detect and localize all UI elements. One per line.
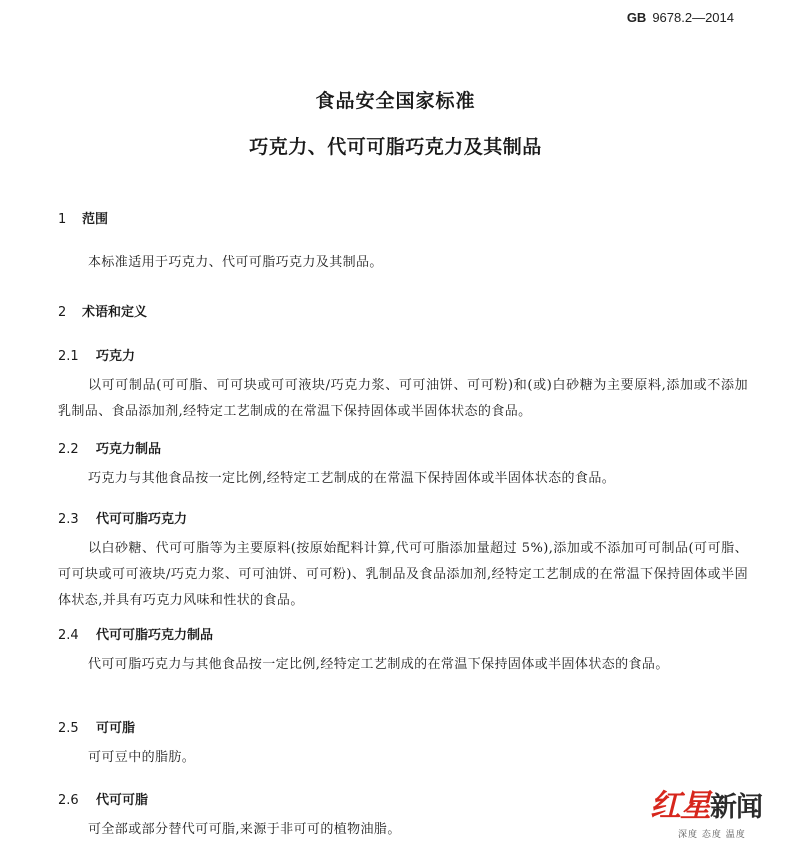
section-heading-2-1: 2.1 巧克力 xyxy=(58,349,136,364)
section-heading-2-3: 2.3 代可可脂巧克力 xyxy=(58,512,188,527)
watermark-brand-red: 红星 xyxy=(650,788,710,824)
section-heading-2-6: 2.6 代可可脂 xyxy=(58,793,149,808)
document-title: 食品安全国家标准 xyxy=(315,90,476,112)
section-2-2-text: 巧克力与其他食品按一定比例,经特定工艺制成的在常温下保持固体或半固体状态的食品。 xyxy=(88,471,616,486)
watermark-tagline: 深度 态度 温度 xyxy=(678,830,746,840)
section-2-5-text: 可可豆中的脂肪。 xyxy=(88,750,196,765)
standard-number: GB 9678.2—2014 xyxy=(626,10,734,25)
watermark-brand-dark: 新闻 xyxy=(710,792,762,823)
document-subtitle: 巧克力、代可可脂巧克力及其制品 xyxy=(249,136,542,158)
section-heading-1: 1 范围 xyxy=(58,212,109,227)
section-heading-2-5: 2.5 可可脂 xyxy=(58,721,136,736)
section-2-1-text: 以可可制品(可可脂、可可块或可可液块/巧克力浆、可可油饼、可可粉)和(或)白砂糖为主要原料,添加或不添加乳制品、食品添加剂,经特定工艺制成的在常温下保持固体或半固体状态的食品。 xyxy=(58,378,748,419)
section-heading-2: 2 术语和定义 xyxy=(58,305,148,320)
section-heading-2-2: 2.2 巧克力制品 xyxy=(58,442,162,457)
section-2-6-text: 可全部或部分替代可可脂,来源于非可可的植物油脂。 xyxy=(88,822,401,837)
red-star-news-watermark xyxy=(650,789,785,853)
section-1-text: 本标准适用于巧克力、代可可脂巧克力及其制品。 xyxy=(88,255,383,270)
section-2-3-text: 以白砂糖、代可可脂等为主要原料(按原始配料计算,代可可脂添加量超过 5%),添加或不添加可可制品(可可脂、可可块或可可液块/巧克力浆、可可油饼、可可粉)、乳制品及食品添加剂,经特定工艺制成的在常温下保持固体或半固体状态,并具有巧克力风味和性状的食品。 xyxy=(58,541,748,608)
section-2-4-text: 代可可脂巧克力与其他食品按一定比例,经特定工艺制成的在常温下保持固体或半固体状态的食品。 xyxy=(88,657,669,672)
section-heading-2-4: 2.4 代可可脂巧克力制品 xyxy=(58,628,214,643)
